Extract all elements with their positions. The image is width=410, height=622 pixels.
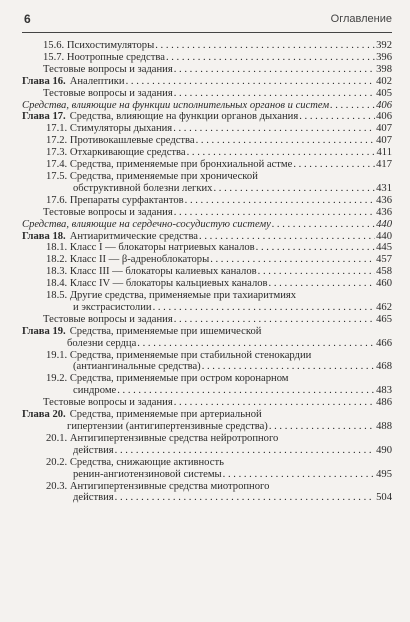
page-ref: 411 <box>376 147 392 159</box>
page-ref: 490 <box>376 444 392 456</box>
page-ref: 468 <box>376 361 392 373</box>
toc-entry[interactable] <box>22 195 392 207</box>
toc-entry-title: синдроме <box>73 385 117 397</box>
page-ref: 406 <box>376 99 392 111</box>
toc-entry-title: 18.2. Класс II — β-адреноблокаторы <box>46 254 210 266</box>
dot-leader <box>187 147 376 159</box>
dot-leader <box>117 385 375 397</box>
toc-entry[interactable] <box>22 76 392 88</box>
page-ref: 407 <box>376 123 392 135</box>
toc-entry-title: действия <box>73 492 114 504</box>
dot-leader <box>202 361 375 373</box>
toc-entry[interactable] <box>22 64 392 76</box>
page-ref: 486 <box>376 397 392 409</box>
toc-entry-title: Средства, влияющие на сердечно-сосудистую систему <box>22 218 271 230</box>
toc-entry-title: Антиаритмические средства <box>69 230 199 242</box>
page-header <box>22 10 392 33</box>
page-ref: 440 <box>376 218 392 230</box>
page-ref: 495 <box>376 468 392 480</box>
toc-entry-title: 20.2. Средства, снижающие активность <box>46 456 224 468</box>
toc-entry-title: болезни сердца <box>67 337 137 349</box>
dot-leader <box>115 492 375 504</box>
page-ref: 436 <box>376 206 392 218</box>
page-ref: 440 <box>376 230 392 242</box>
toc-entry-title: 19.2. Средства, применяемые при остром коронарном <box>46 373 289 385</box>
chapter-number: Глава 17. <box>22 111 66 123</box>
toc-entry-title: Средства, влияющие на функции органов дыхания <box>69 111 299 123</box>
toc-entry-title: 20.1. Антигипертензивные средства нейротропного <box>46 432 279 444</box>
toc-entry-title: Тестовые вопросы и задания <box>43 63 173 75</box>
toc-entry-title: ренин-ангиотензиновой системы <box>73 468 222 480</box>
chapter-number: Глава 20. <box>22 409 66 421</box>
toc-entry-title: Средства, применяемые при ишемической <box>69 325 262 337</box>
chapter-number: Глава 18. <box>22 230 66 242</box>
toc-entry-title: 17.6. Препараты сурфактантов <box>46 194 184 206</box>
dot-leader <box>213 183 375 195</box>
dot-leader <box>153 302 376 314</box>
dot-leader <box>174 397 375 409</box>
page-ref: 431 <box>376 182 392 194</box>
toc-entry-title: 17.4. Средства, применяемые при бронхиальной астме <box>46 159 293 171</box>
dot-leader <box>272 219 375 231</box>
page-ref: 407 <box>376 135 392 147</box>
toc-entry-title: 20.3. Антигипертензивные средства миотропного <box>46 480 270 492</box>
toc-entry-title: Средства, влияющие на функции исполнительных органов и систем <box>22 99 330 111</box>
toc-entry[interactable] <box>22 433 392 457</box>
toc-entry[interactable] <box>22 457 392 481</box>
toc-entry[interactable] <box>22 481 392 505</box>
dot-leader <box>173 123 375 135</box>
toc-entry-title: 17.2. Противокашлевые средства <box>46 135 195 147</box>
toc-entry-title: 17.1. Стимуляторы дыхания <box>46 123 173 135</box>
page-ref: 436 <box>376 194 392 206</box>
toc-entry-title: Тестовые вопросы и задания <box>43 397 173 409</box>
toc-entry-title: 17.3. Отхаркивающие средства <box>46 147 186 159</box>
dot-leader <box>115 445 375 457</box>
dot-leader <box>174 314 375 326</box>
toc-entry-title: Тестовые вопросы и задания <box>43 206 173 218</box>
page-ref: 462 <box>376 301 392 313</box>
dot-leader <box>185 195 375 207</box>
dot-leader <box>174 64 375 76</box>
dot-leader <box>199 231 375 243</box>
toc-entry-title: 15.7. Ноотропные средства <box>43 51 165 63</box>
dot-leader <box>174 207 375 219</box>
page-ref: 405 <box>376 87 392 99</box>
page-ref: 457 <box>376 254 392 266</box>
toc-entry-title: 18.4. Класс IV — блокаторы кальциевых каналов <box>46 278 268 290</box>
dot-leader <box>155 40 375 52</box>
toc-entry-title: 18.5. Другие средства, применяемые при тахиаритмиях <box>46 290 297 302</box>
page-ref: 504 <box>376 492 392 504</box>
toc-entry[interactable] <box>22 123 392 135</box>
dot-leader <box>293 159 375 171</box>
dot-leader <box>174 88 375 100</box>
toc-entry[interactable] <box>22 40 392 52</box>
page-number: 6 <box>24 12 31 26</box>
toc-entry-title: и экстрасистолии <box>73 301 152 313</box>
toc-entry-title: 19.1. Средства, применяемые при стабильной стенокардии <box>46 349 312 361</box>
dot-leader <box>223 469 375 481</box>
toc-entry-title: обструктивной болезни легких <box>73 182 213 194</box>
toc-entry[interactable] <box>22 373 392 397</box>
toc-entry[interactable] <box>22 242 392 254</box>
toc-entry[interactable] <box>22 278 392 290</box>
page-ref: 458 <box>376 266 392 278</box>
table-of-contents <box>22 40 392 504</box>
toc-entry[interactable] <box>22 135 392 147</box>
dot-leader <box>299 111 375 123</box>
page-ref: 396 <box>376 51 392 63</box>
chapter-number: Глава 19. <box>22 325 66 337</box>
toc-entry[interactable] <box>22 207 392 219</box>
page-ref: 465 <box>376 313 392 325</box>
toc-entry-title: 18.1. Класс I — блокаторы натриевых каналов <box>46 242 255 254</box>
dot-leader <box>126 76 376 88</box>
page-ref: 483 <box>376 385 392 397</box>
toc-entry[interactable] <box>22 111 392 123</box>
toc-entry[interactable] <box>22 314 392 326</box>
toc-entry-title: 17.5. Средства, применяемые при хронической <box>46 170 258 182</box>
toc-entry-title: Тестовые вопросы и задания <box>43 87 173 99</box>
toc-entry[interactable] <box>22 219 392 231</box>
toc-entry[interactable] <box>22 409 392 433</box>
toc-entry[interactable] <box>22 266 392 278</box>
chapter-number: Глава 16. <box>22 75 66 87</box>
toc-entry[interactable] <box>22 52 392 64</box>
dot-leader <box>269 421 375 433</box>
dot-leader <box>196 135 375 147</box>
toc-entry-title: гипертензии (антигипертензивные средства) <box>67 421 268 432</box>
section-title: Оглавление <box>330 13 392 25</box>
toc-entry[interactable] <box>22 171 392 195</box>
dot-leader <box>269 278 376 290</box>
page-ref: 460 <box>376 278 392 290</box>
dot-leader <box>258 266 375 278</box>
toc-entry[interactable] <box>22 159 392 171</box>
page-ref: 466 <box>376 337 392 349</box>
page-ref: 392 <box>376 40 392 51</box>
page-ref: 398 <box>376 63 392 75</box>
dot-leader <box>256 242 375 254</box>
page-ref: 417 <box>376 159 392 171</box>
page-ref: 488 <box>376 421 392 432</box>
toc-entry[interactable] <box>22 147 392 159</box>
dot-leader <box>210 254 375 266</box>
toc-entry[interactable] <box>22 231 392 243</box>
toc-entry-title: Тестовые вопросы и задания <box>43 313 173 325</box>
page-ref: 406 <box>376 111 392 123</box>
toc-entry[interactable] <box>22 350 392 374</box>
toc-entry-title: действия <box>73 444 114 456</box>
toc-entry-title: Аналептики <box>69 75 125 87</box>
toc-entry[interactable] <box>22 326 392 350</box>
toc-entry[interactable] <box>22 88 392 100</box>
toc-entry-title: 18.3. Класс III — блокаторы калиевых каналов <box>46 266 257 278</box>
dot-leader <box>166 52 375 64</box>
toc-entry[interactable] <box>22 290 392 314</box>
toc-entry-title: (антиангинальные средства) <box>73 361 201 373</box>
page-ref: 402 <box>376 75 392 87</box>
toc-entry[interactable] <box>22 254 392 266</box>
toc-entry[interactable] <box>22 100 392 112</box>
toc-entry-title: Средства, применяемые при артериальной <box>69 409 262 421</box>
toc-entry[interactable] <box>22 397 392 409</box>
toc-entry-title: 15.6. Психостимуляторы <box>43 40 155 51</box>
dot-leader <box>330 100 375 112</box>
dot-leader <box>137 338 375 350</box>
page-ref: 445 <box>376 242 392 254</box>
